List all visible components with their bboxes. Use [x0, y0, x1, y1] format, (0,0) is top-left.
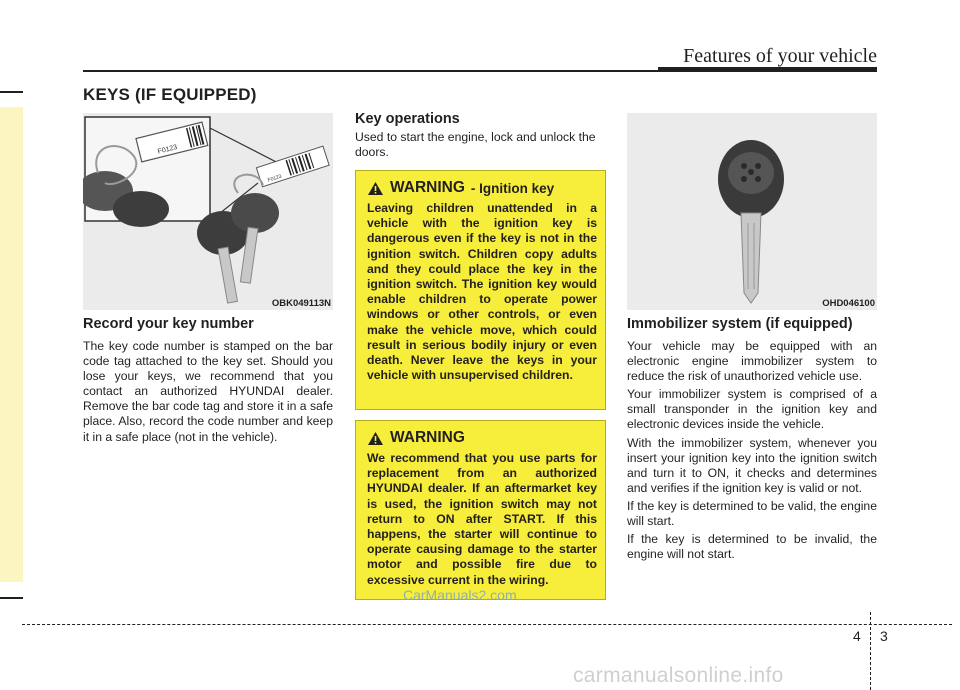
immobilizer-section [627, 316, 877, 565]
immobilizer-paragraph: If the key is determined to be invalid, the engine will not start. [627, 532, 877, 562]
page-number: 3 [880, 628, 888, 644]
section-title: KEYS (IF EQUIPPED) [83, 85, 257, 104]
keyset-illustration [83, 113, 333, 310]
warning-body-2: We recommend that you use parts for replacement from an authorized HYUNDAI dealer. If an aftermarket key is used, the ignition switch may not return to ON after START. If this happens, the starter will continue to operate causing damage to the starter motor and possible fire due to excessive current in the wiring. [367, 451, 597, 587]
tag-code-large: F0123 [267, 173, 283, 184]
record-key-section [83, 316, 333, 445]
sidebar-top-tick [0, 91, 23, 93]
warning-heading [367, 179, 597, 197]
immobilizer-paragraph: Your immobilizer system is comprised of a small transponder in the ignition key and electronic devices inside the vehicle. [627, 387, 877, 432]
smart-key-photo [627, 113, 877, 310]
running-header: Features of your vehicle [683, 45, 877, 67]
immobilizer-paragraph: With the immobilizer system, whenever you insert your ignition key into the ignition switch and turn it to ON, it checks and determines and verifies if the ignition key is valid or not. [627, 435, 877, 495]
header-rule-accent [658, 67, 877, 72]
key-operations-heading: Key operations [355, 111, 460, 127]
immobilizer-body [627, 339, 877, 562]
keyset-photo [83, 113, 333, 310]
warning-title-2: WARNING [390, 429, 465, 446]
key-operations-section [355, 111, 606, 160]
immobilizer-heading: Immobilizer system (if equipped) [627, 316, 853, 332]
page-number-divider [870, 612, 871, 690]
key-operations-intro: Used to start the engine, lock and unlock the doors. [355, 130, 596, 160]
record-key-body: The key code number is stamped on the bar code tag attached to the key set. Should you lose your keys, we recommend that you contact an authorized HYUNDAI dealer. Remove the bar code tag and store it in a safe place. Also, record the code number and keep it in a safe place (not in the vehicle). [83, 339, 333, 444]
footer-rule [22, 624, 952, 625]
warning-title: WARNING [390, 179, 465, 196]
warning-subtitle: - Ignition key [470, 180, 555, 196]
warning-triangle-icon [367, 181, 384, 196]
watermark-small: CarManuals2.com [403, 587, 517, 603]
warning-triangle-icon [367, 431, 384, 446]
warning-box-parts [355, 420, 606, 600]
watermark-large: carmanualsonline.info [573, 664, 784, 687]
key-illustration [627, 113, 877, 310]
record-key-heading: Record your key number [83, 316, 254, 332]
warning-body: Leaving children unattended in a vehicle with the ignition key is dangerous even if the key is not in the ignition switch. Children copy adults and they could place the key in the ignition switch. The ignition key would enable children to operate power windows or other controls, or even make the vehicle move, which could result in serious bodily injury or even death. Never leave the keys in your vehicle with unsupervised children. [367, 201, 597, 383]
tag-code-inset: F0123 [157, 144, 179, 156]
section-sidebar [0, 107, 23, 582]
photo-caption-left: OBK049113N [271, 298, 331, 309]
page-section-number: 4 [853, 628, 861, 644]
sidebar-bottom-tick [0, 597, 23, 599]
warning-box-ignition [355, 170, 606, 410]
immobilizer-paragraph: If the key is determined to be valid, the engine will start. [627, 498, 877, 529]
photo-caption-right: OHD046100 [822, 298, 875, 309]
immobilizer-paragraph: Your vehicle may be equipped with an electronic engine immobilizer system to reduce the risk of unauthorized vehicle use. [627, 339, 877, 384]
warning-heading-2 [367, 429, 597, 447]
